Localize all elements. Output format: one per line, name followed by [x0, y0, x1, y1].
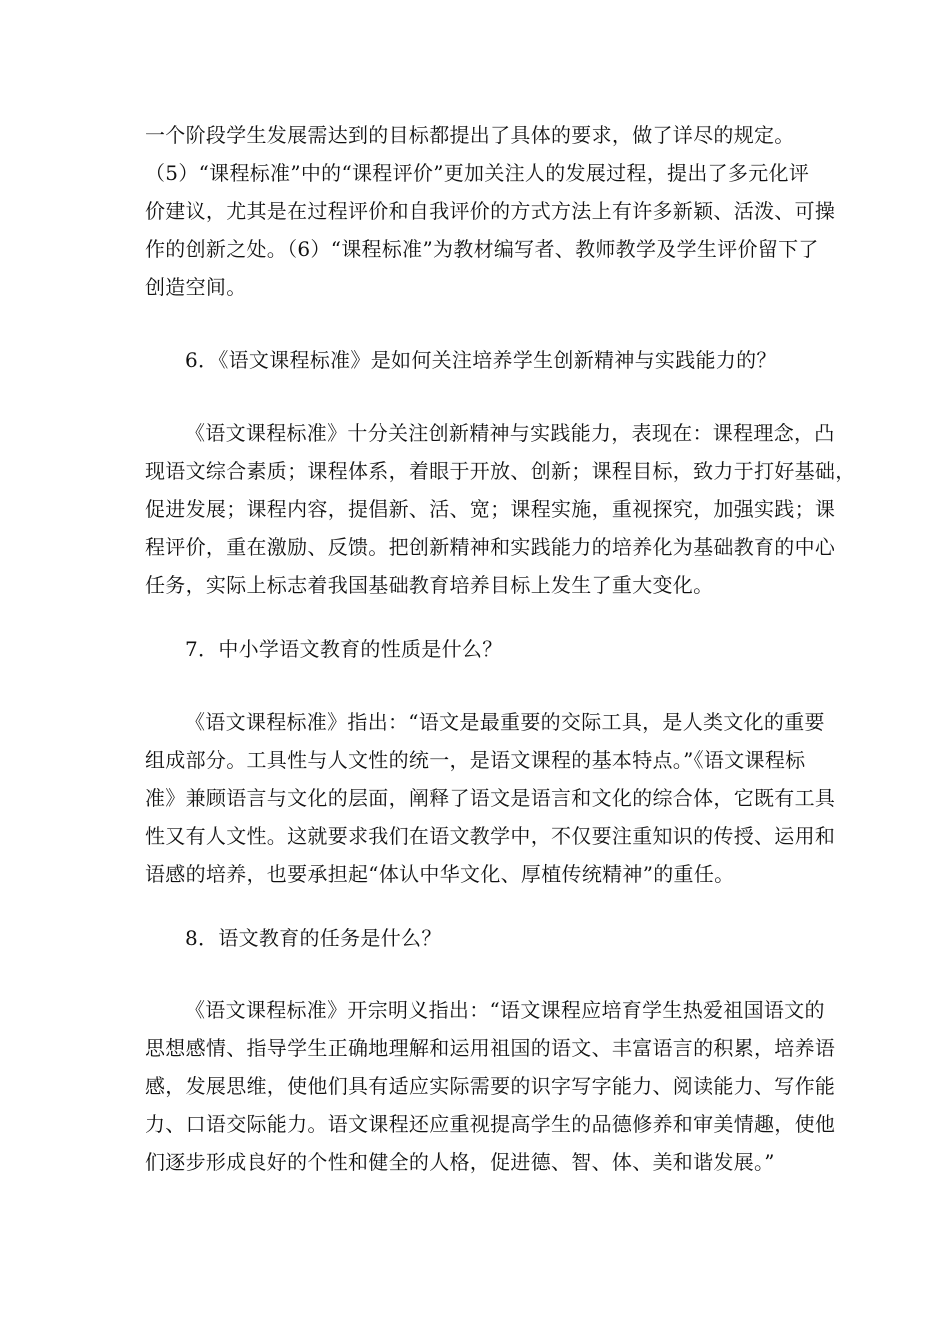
paragraph-line: 们逐步形成良好的个性和健全的人格，促进德、智、体、美和谐发展。”: [145, 1150, 775, 1174]
paragraph-line: 组成部分。工具性与人文性的统一，是语文课程的基本特点。”《语文课程标: [145, 748, 806, 772]
paragraph-line: 任务，实际上标志着我国基础教育培养目标上发生了重大变化。: [145, 573, 714, 597]
paragraph-line: 《语文课程标准》十分关注创新精神与实践能力，表现在：课程理念，凸: [185, 421, 835, 445]
paragraph-line: （5）“课程标准”中的“课程评价”更加关注人的发展过程，提出了多元化评: [145, 161, 810, 185]
paragraph-line: 程评价，重在激励、反馈。把创新精神和实践能力的培养化为基础教育的中心: [145, 535, 836, 559]
paragraph-line: 思想感情、指导学生正确地理解和运用祖国的语文、丰富语言的积累，培养语: [145, 1036, 836, 1060]
paragraph-line: 作的创新之处。（6）“课程标准”为教材编写者、教师教学及学生评价留下了: [145, 237, 819, 261]
paragraph-line: 《语文课程标准》开宗明义指出：“语文课程应培育学生热爱祖国语文的: [185, 998, 825, 1022]
paragraph-line: 一个阶段学生发展需达到的目标都提出了具体的要求，做了详尽的规定。: [145, 123, 795, 147]
paragraph-line: 《语文课程标准》指出：“语文是最重要的交际工具，是人类文化的重要: [185, 710, 825, 734]
paragraph-line: 价建议，尤其是在过程评价和自我评价的方式方法上有许多新颖、活泼、可操: [145, 199, 836, 223]
paragraph-line: 准》兼顾语言与文化的层面，阐释了语文是语言和文化的综合体，它既有工具: [145, 786, 836, 810]
question-heading: 6．《语文课程标准》是如何关注培养学生创新精神与实践能力的？: [185, 348, 777, 372]
paragraph-line: 感，发展思维，使他们具有适应实际需要的识字写字能力、阅读能力、写作能: [145, 1074, 836, 1098]
paragraph-line: 现语文综合素质；课程体系，着眼于开放、创新；课程目标，致力于打好基础，: [145, 459, 856, 483]
paragraph-line: 性又有人文性。这就要求我们在语文教学中，不仅要注重知识的传授、运用和: [145, 824, 836, 848]
paragraph-line: 创造空间。: [145, 275, 247, 299]
paragraph-line: 语感的培养，也要承担起“体认中华文化、厚植传统精神”的重任。: [145, 862, 735, 886]
paragraph-line: 促进发展；课程内容，提倡新、活、宽；课程实施，重视探究，加强实践；课: [145, 497, 836, 521]
question-heading: 7．中小学语文教育的性质是什么？: [185, 637, 503, 661]
question-heading: 8．语文教育的任务是什么？: [185, 926, 442, 950]
paragraph-line: 力、口语交际能力。语文课程还应重视提高学生的品德修养和审美情趣，使他: [145, 1112, 836, 1136]
